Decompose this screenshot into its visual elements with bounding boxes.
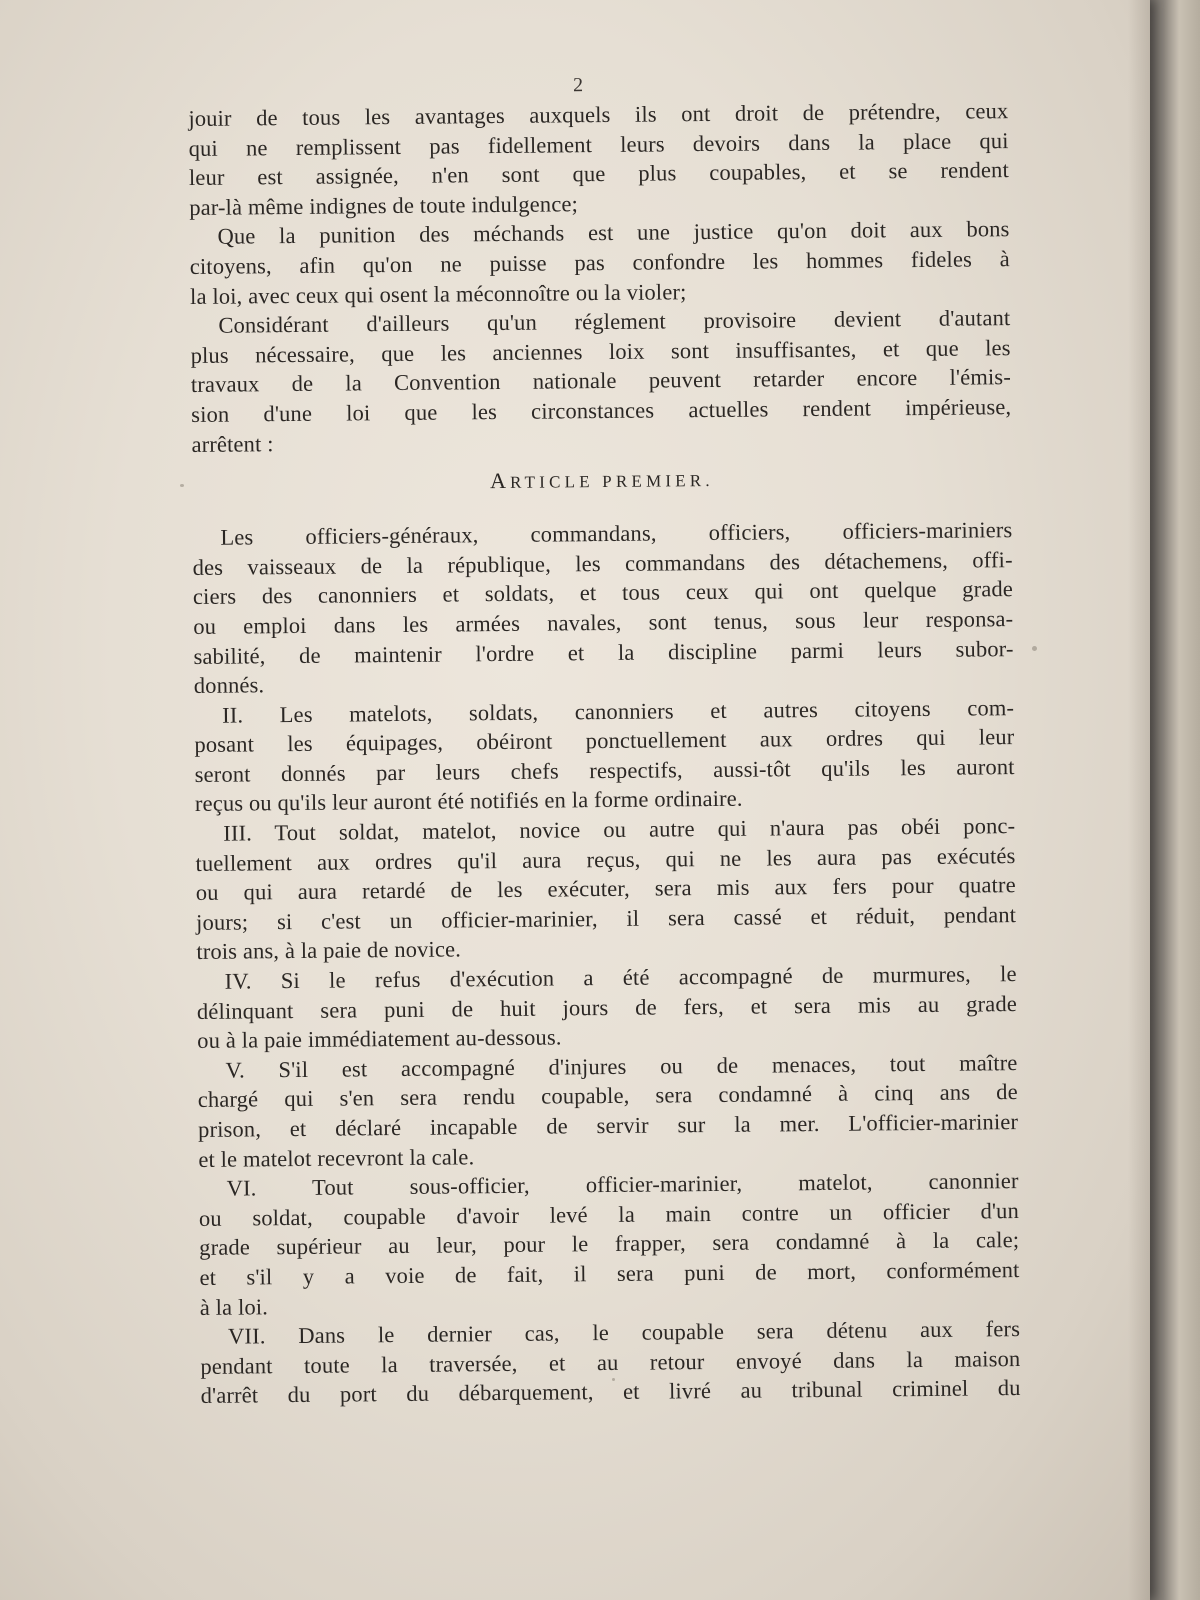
heading-word-second: PREMIER.: [602, 471, 714, 492]
text-line: des vaisseaux de la république, les commandans des détachemens, offi-: [192, 546, 1013, 580]
text-line: Que la punition des méchands est une justice qu'on doit aux bons: [217, 216, 1010, 250]
articles: [192, 515, 1020, 1411]
paper-speck: [1032, 646, 1037, 651]
text-line: ou emploi dans les armées navales, sont tenus, sous leur responsa-: [193, 606, 1014, 639]
article-4-line: IV. Si le refus d'exécution a été accompagné de murmures, le: [224, 961, 1017, 994]
article-7-line: VII. Dans le dernier cas, le coupable sera détenu aux fers: [227, 1316, 1021, 1349]
text-line: d'arrêt du port du débarquement, et livré au tribunal criminel du: [200, 1375, 1021, 1409]
text-line: sabilité, de maintenir l'ordre et la discipline parmi leurs subor-: [193, 635, 1014, 669]
text-line: chargé qui s'en sera rendu coupable, sera condamné à cinq ans de: [197, 1079, 1018, 1113]
text-line: Les officiers-généraux, commandans, officiers, officiers-mariniers: [220, 517, 1013, 550]
preamble: [188, 96, 1011, 459]
article-2-line: II. Les matelots, soldats, canonniers et autres citoyens com-: [221, 694, 1015, 728]
paper-speck: [180, 484, 184, 487]
text-line: donnés.: [193, 672, 265, 699]
text-line: reçus ou qu'ils leur auront été notifiés en la forme ordinaire.: [194, 786, 743, 817]
article-6-line: VI. Tout sous-officier, officier-marinier, matelot, canonnier: [226, 1168, 1019, 1201]
text-line: jours; si c'est un officier-marinier, il sera cassé et réduit, pendant: [195, 901, 1017, 935]
heading-word: RTICLE: [510, 472, 594, 493]
text-line: la loi, avec ceux qui osent la méconnoître ou la violer;: [189, 278, 687, 309]
text-line: sion d'une loi que les circonstances actuelles rendent impérieuse,: [191, 394, 1012, 427]
text-line: tuellement aux ordres qu'il aura reçus, qui ne les aura pas exécutés: [195, 842, 1016, 876]
text-line: citoyens, afin qu'on ne puisse pas confondre les hommes fideles à: [189, 246, 1010, 279]
text-line: jouir de tous les avantages auxquels ils ont droit de prétendre, ceux: [188, 98, 1009, 131]
text-line: Considérant d'ailleurs qu'un réglement provisoire devient d'autant: [218, 305, 1011, 338]
text-line: pendant toute la traversée, et au retour envoyé dans la maison: [200, 1345, 1021, 1379]
heading-initial: A: [489, 468, 511, 494]
text-line: qui ne remplissent pas fidellement leurs devoirs dans la place qui: [188, 127, 1009, 161]
text-line: ou qui aura retardé de les exécuter, sera mis aux fers pour quatre: [195, 872, 1016, 906]
text-line: par-là même indignes de toute indulgence;: [189, 191, 579, 220]
text-line: seront donnés par leurs chefs respectifs, aussi-tôt qu'ils les auront: [194, 753, 1015, 787]
article-heading: [192, 449, 1012, 511]
text-line: à la loi.: [199, 1293, 269, 1320]
text-line: grade supérieur au leur, pour le frapper, sera condamné à la cale;: [199, 1227, 1020, 1261]
text-line: et s'il y a voie de fait, il sera puni de mort, conformément: [199, 1257, 1020, 1290]
text-line: posant les équipages, obéiront ponctuellement aux ordres qui leur: [194, 724, 1015, 758]
background-surface: [1148, 0, 1200, 1600]
text-line: trois ans, à la paie de novice.: [196, 936, 462, 965]
article-3-line: III. Tout soldat, matelot, novice ou autre qui n'aura pas obéi ponc-: [223, 813, 1016, 846]
text-line: plus nécessaire, que les anciennes loix sont insuffisantes, et que les: [190, 334, 1011, 368]
text-line: ou soldat, coupable d'avoir levé la main contre un officier d'un: [198, 1197, 1020, 1231]
text-line: ciers des canonniers et soldats, et tous ceux qui ont quelque grade: [192, 576, 1014, 610]
article-5-line: V. S'il est accompagné d'injures ou de menaces, tout maître: [225, 1049, 1018, 1083]
text-line: leur est assignée, n'en sont que plus coupables, et se rendent: [188, 157, 1010, 191]
text-line: délinquant sera puni de huit jours de fers, et sera mis au grade: [196, 990, 1018, 1024]
text-line: et le matelot recevront la cale.: [198, 1143, 475, 1172]
text-line: arrêtent :: [191, 430, 274, 457]
page-text: [188, 70, 1021, 1411]
text-line: prison, et déclaré incapable de servir sur la mer. L'officier-marinier: [197, 1109, 1019, 1142]
text-line: travaux de la Convention nationale peuvent retarder encore l'émis-: [190, 364, 1012, 398]
text-line: ou à la paie immédiatement au-dessous.: [197, 1024, 562, 1054]
page-number: 2: [572, 74, 584, 97]
page-edge-shadow: [1128, 0, 1150, 1600]
